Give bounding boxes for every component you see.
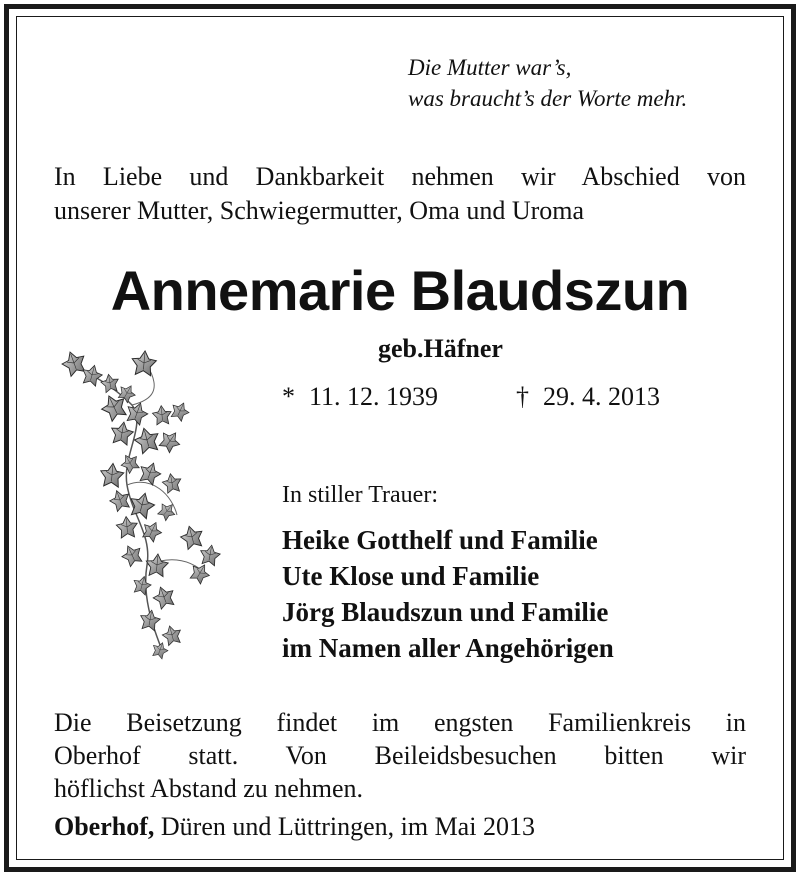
mourner-line: Ute Klose und Familie <box>282 561 540 591</box>
mourner-line: Jörg Blaudszun und Familie <box>282 597 609 627</box>
motto-quote <box>408 52 687 114</box>
intro-text <box>54 160 746 228</box>
intro-line-1: In Liebe und Dankbarkeit nehmen wir Abschied von <box>54 162 746 191</box>
place-bold: Oberhof, <box>54 812 155 841</box>
mourners-list <box>282 522 614 666</box>
mourning-label: In stiller Trauer: <box>282 482 438 508</box>
death-date-line <box>516 382 660 412</box>
mourner-line: Heike Gotthelf und Familie <box>282 525 598 555</box>
burial-line-2: Oberhof statt. Von Beileidsbesuchen bitten wir <box>54 741 746 770</box>
place-date <box>54 812 535 842</box>
birth-date: 11. 12. 1939 <box>309 382 439 411</box>
place-date-rest: Düren und Lüttringen, im Mai 2013 <box>154 812 535 841</box>
mourner-line: im Namen aller Angehörigen <box>282 633 614 663</box>
intro-line-2: unserer Mutter, Schwiegermutter, Oma und Uroma <box>54 196 585 225</box>
deceased-name: Annemarie Blaudszun <box>110 259 690 322</box>
maiden-name: geb.Häfner <box>378 334 503 363</box>
burial-line-3: höflichst Abstand zu nehmen. <box>54 774 364 803</box>
birth-symbol: * <box>282 382 295 411</box>
death-symbol: † <box>516 382 529 411</box>
motto-line-2: was braucht’s der Worte mehr. <box>408 86 688 111</box>
motto-line-1: Die Mutter war’s, <box>408 55 572 80</box>
birth-date-line <box>282 382 438 412</box>
burial-line-1: Die Beisetzung findet im engsten Familienkreis in <box>54 708 746 737</box>
ivy-vine-icon <box>52 345 222 665</box>
death-date: 29. 4. 2013 <box>543 382 660 411</box>
burial-notice <box>54 706 746 805</box>
